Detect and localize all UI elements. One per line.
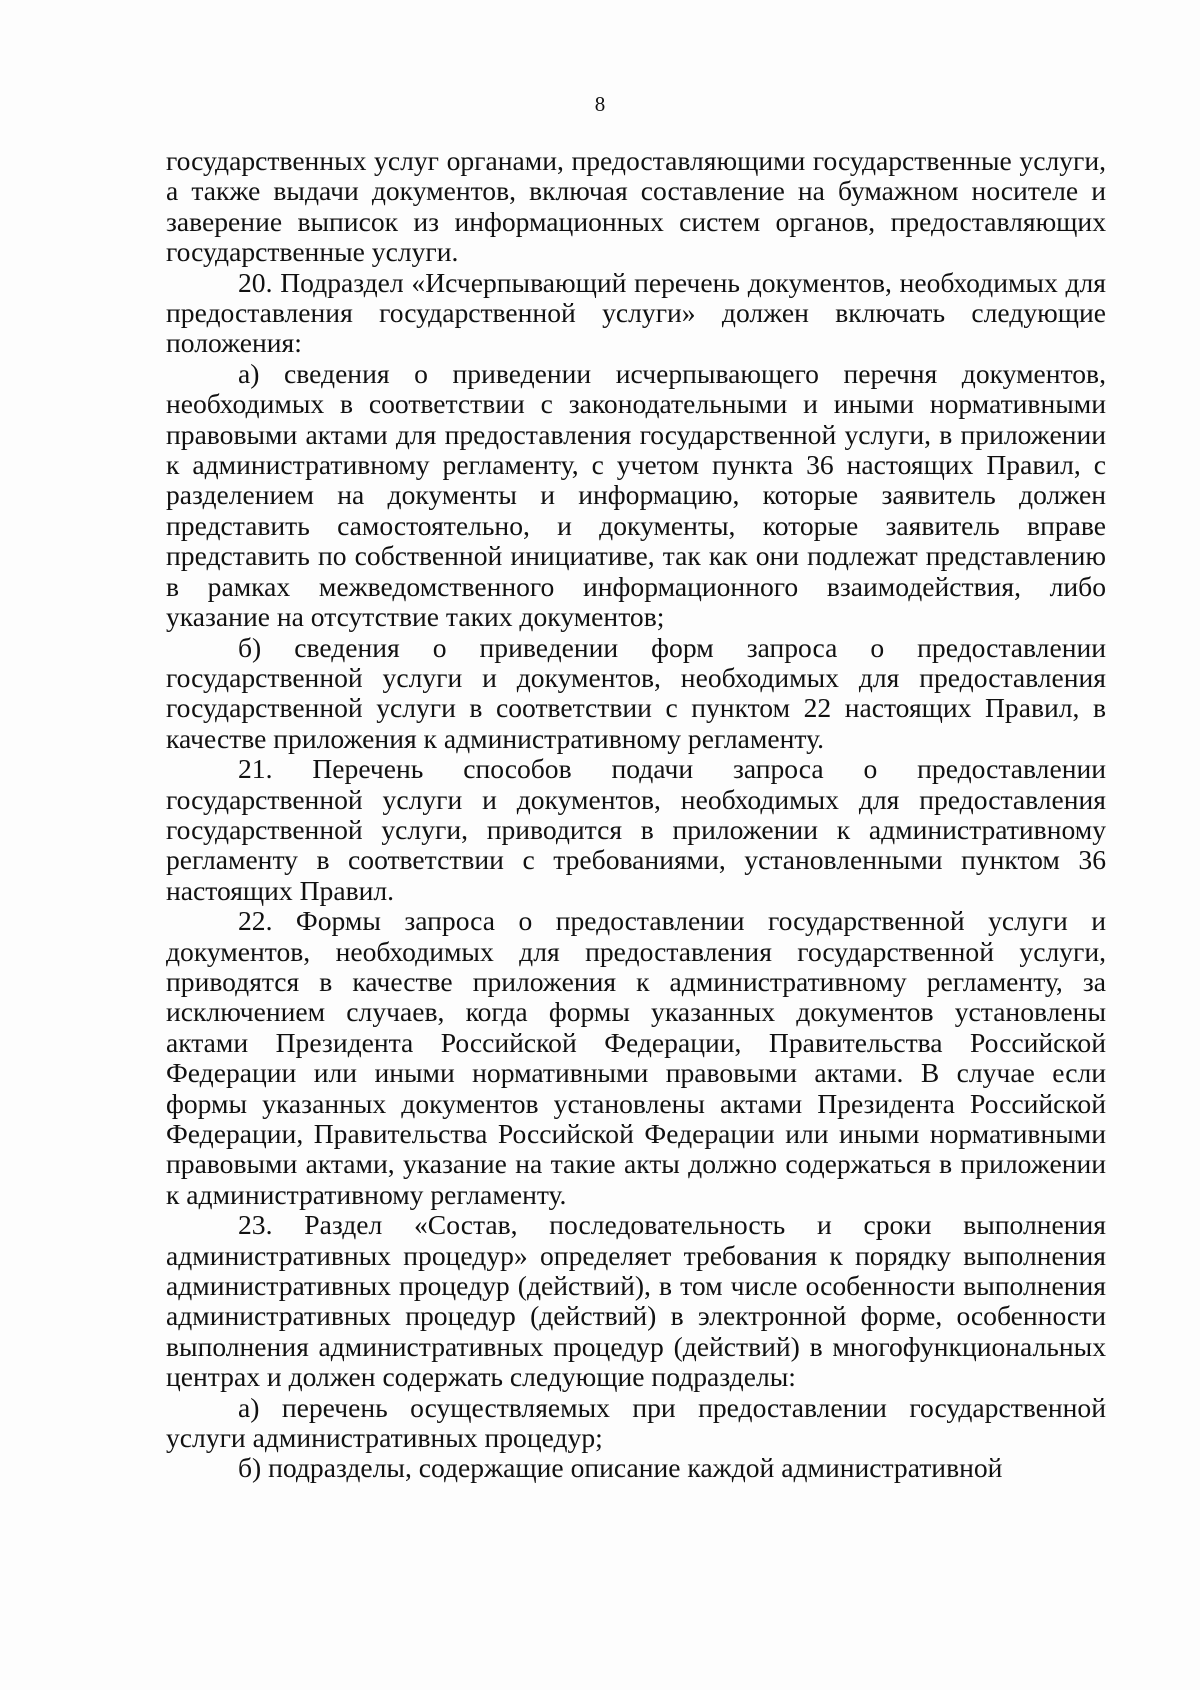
paragraph: государственных услуг органами, предоставляющими государственные услуги, а также выдачи документов, включая составление на бумажном носителе и заверение выписок из информационных систем органов, предоставляющих государственные услуги. <box>166 145 1106 268</box>
paragraph: 22. Формы запроса о предоставлении государственной услуги и документов, необходимых для предоставления государственной услуги, приводятся в качестве приложения к административному регламенту, за исключением случаев, когда формы указанных документов установлены актами Президента Российской Федерации, Правительства Российской Федерации или иными нормативными правовыми актами. В случае если формы указанных документов установлены актами Президента Российской Федерации, Правительства Российской Федерации или иными нормативными правовыми актами, указание на такие акты должно содержаться в приложении к административному регламенту. <box>166 905 1106 1210</box>
paragraph: а) сведения о приведении исчерпывающего перечня документов, необходимых в соответствии с законодательными и иными нормативными правовыми актами для предоставления государственной услуги, в приложении к административному регламенту, с учетом пункта 36 настоящих Правил, с разделением на документы и информацию, которые заявитель должен представить самостоятельно, и документы, которые заявитель вправе представить по собственной инициативе, так как они подлежат представлению в рамках межведомственного информационного взаимодействия, либо указание на отсутствие таких документов; <box>166 357 1106 633</box>
paragraph: б) сведения о приведении форм запроса о предоставлении государственной услуги и документов, необходимых для предоставления государственной услуги в соответствии с пунктом 22 настоящих Правил, в качестве приложения к административному регламенту. <box>166 631 1106 754</box>
paragraph: а) перечень осуществляемых при предоставлении государственной услуги административных процедур; <box>166 1391 1106 1454</box>
paragraph: б) подразделы, содержащие описание каждой административной <box>238 1452 1003 1484</box>
page-number: 8 <box>594 92 606 116</box>
document-body <box>166 146 1106 1484</box>
paragraph: 20. Подраздел «Исчерпывающий перечень документов, необходимых для предоставления государственной услуги» должен включать следующие положения: <box>166 266 1106 359</box>
paragraph: 23. Раздел «Состав, последовательность и сроки выполнения административных процедур» определяет требования к порядку выполнения административных процедур (действий), в том числе особенности выполнения административных процедур (действий) в электронной форме, особенности выполнения административных процедур (действий) в многофункциональных центрах и должен содержать следующие подразделы: <box>166 1209 1106 1393</box>
paragraph: 21. Перечень способов подачи запроса о предоставлении государственной услуги и документов, необходимых для предоставления государственной услуги, приводится в приложении к административному регламенту в соответствии с требованиями, установленными пунктом 36 настоящих Правил. <box>166 753 1106 906</box>
